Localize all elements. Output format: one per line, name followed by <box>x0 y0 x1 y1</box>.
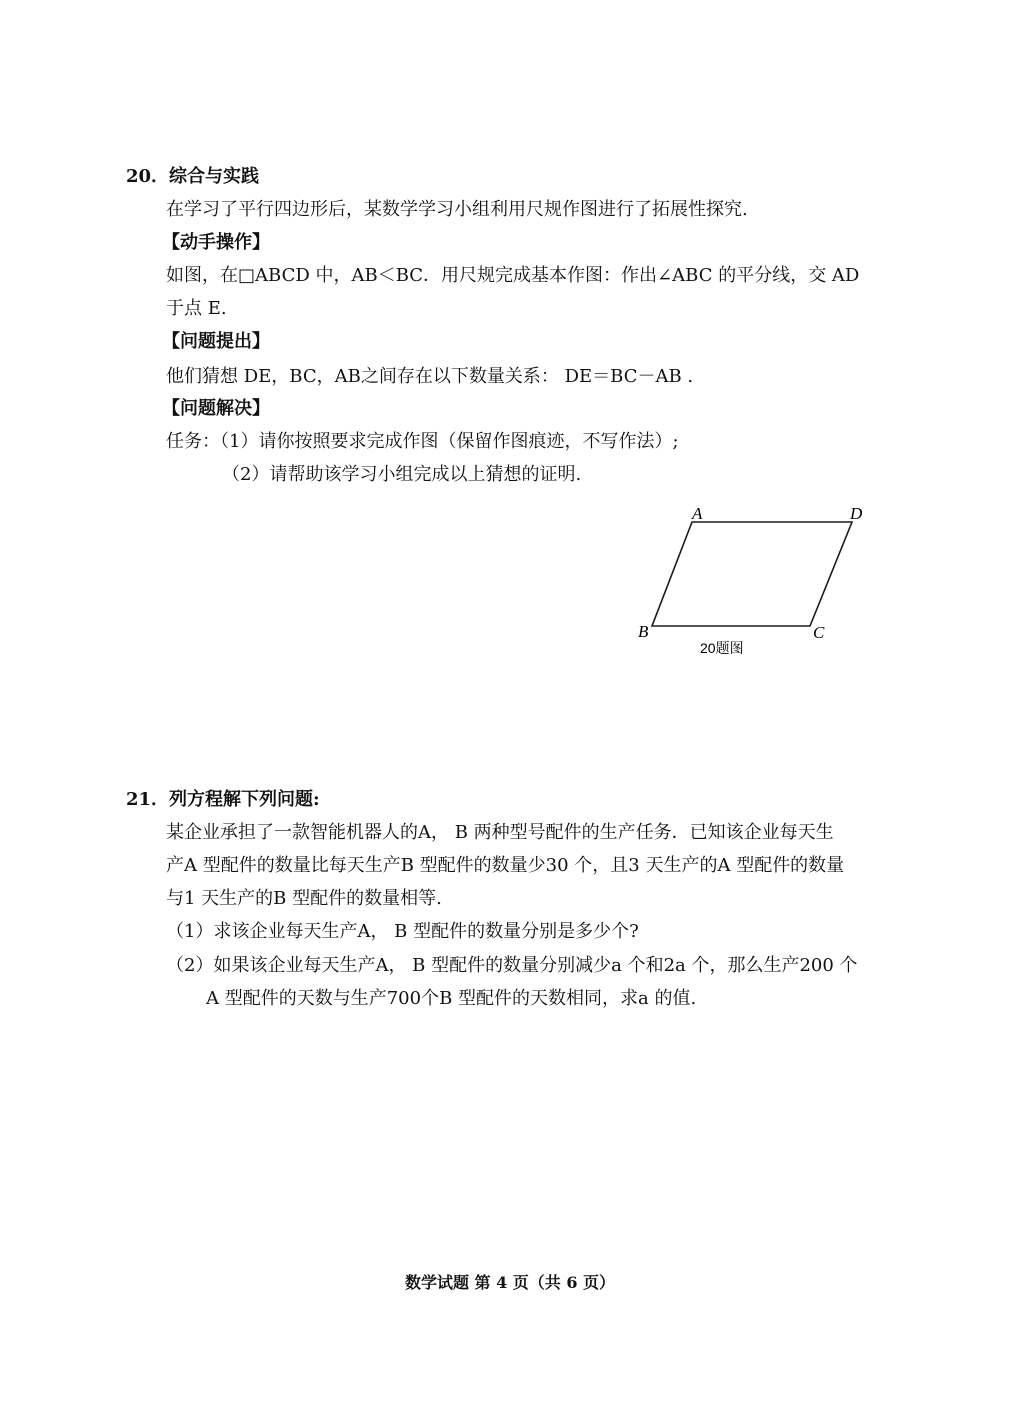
q20-task2: （2）请帮助该学习小组完成以上猜想的证明. <box>222 464 582 485</box>
parallelogram-abcd <box>652 522 852 626</box>
parallelogram-diagram <box>630 500 890 670</box>
q21-sub1: （1）求该企业每天生产A， B 型配件的数量分别是多少个? <box>166 921 639 942</box>
q21-sub2-line1: （2）如果该企业每天生产A， B 型配件的数量分别减少a 个和2a 个，那么生产200 个 <box>166 955 858 976</box>
q20-intro: 在学习了平行四边形后，某数学学习小组利用尺规作图进行了拓展性探究. <box>166 199 748 220</box>
q21-title: 21．列方程解下列问题: <box>126 789 320 810</box>
q20-operate-line2: 于点 E. <box>166 298 227 319</box>
q21-line3: 与1 天生产的B 型配件的数量相等. <box>166 888 442 909</box>
q20-operate-line1: 如图，在□ABCD 中，AB＜BC．用尺规完成基本作图：作出∠ABC 的平分线，交 AD <box>166 265 860 286</box>
q20-title: 20．综合与实践 <box>126 166 260 187</box>
figure-caption: 20题图 <box>700 640 744 656</box>
q20-task1: 任务：（1）请你按照要求完成作图（保留作图痕迹，不写作法）; <box>166 431 679 452</box>
q21-line2: 产A 型配件的数量比每天生产B 型配件的数量少30 个，且3 天生产的A 型配件的数量 <box>166 855 845 876</box>
q20-figure <box>630 500 890 670</box>
q20-tag-question: 【问题提出】 <box>162 331 270 352</box>
q20-question-line: 他们猜想 DE，BC，AB之间存在以下数量关系： DE＝BC－AB . <box>166 366 694 387</box>
vertex-label-a: A <box>692 504 703 523</box>
vertex-label-b: B <box>638 622 649 641</box>
q20-tag-solve: 【问题解决】 <box>162 398 270 419</box>
vertex-label-c: C <box>813 623 825 642</box>
q21-sub2-line2: A 型配件的天数与生产700个B 型配件的天数相同，求a 的值. <box>206 988 697 1009</box>
q20-tag-operate: 【动手操作】 <box>162 232 270 253</box>
vertex-label-d: D <box>850 504 863 523</box>
q21-line1: 某企业承担了一款智能机器人的A， B 两种型号配件的生产任务．已知该企业每天生 <box>166 822 834 843</box>
page-footer: 数学试题 第 4 页（共 6 页） <box>404 1273 616 1292</box>
